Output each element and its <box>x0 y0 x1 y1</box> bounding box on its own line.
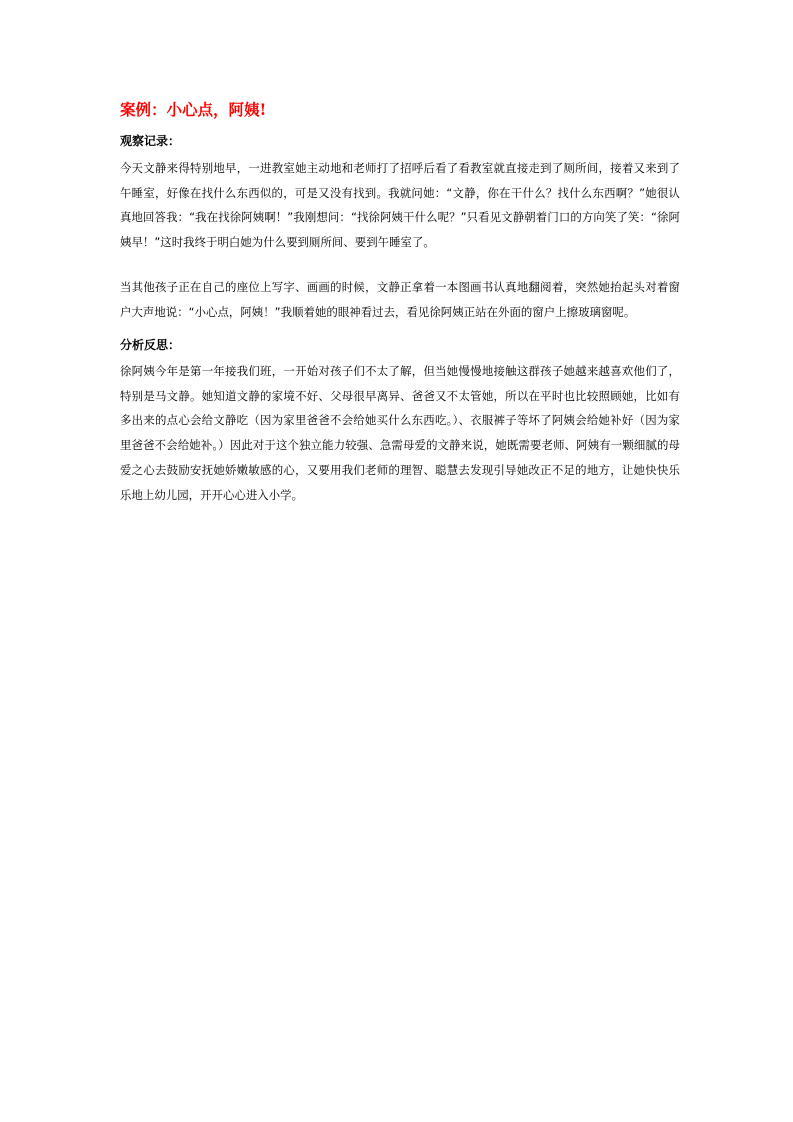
case-title: 案例：小心点，阿姨! <box>120 100 267 119</box>
analysis-paragraph: 徐阿姨今年是第一年接我们班，一开始对孩子们不太了解，但当她慢慢地接触这群孩子她越来越喜欢他们了，特别是马文静。她知道文静的家境不好、父母很早离异、爸爸又不太管她，所以在平时也比较照顾她，比如有多出来的点心会给文静吃（因为家里爸爸不会给她买什么东西吃。）、衣服裤子等坏了阿姨会给她补好（因为家里爸爸不会给她补。）因此对于这个独立能力较强、急需母爱的文静来说，她既需要老师、阿姨有一颗细腻的母爱之心去鼓励安抚她娇嫩敏感的心，又要用我们老师的理智、聪慧去发现引导她改正不足的地方，让她快快乐乐地上幼儿园，开开心心进入小学。 <box>120 364 680 502</box>
observation-heading: 观察记录： <box>120 134 181 148</box>
observation-paragraph-2: 当其他孩子正在自己的座位上写字、画画的时候，文静正拿着一本图画书认真地翻阅着，突然她抬起头对着窗户大声地说：“小心点，阿姨！”我顺着她的眼神看过去，看见徐阿姨正站在外面的窗户上擦玻璃窗呢。 <box>120 280 680 319</box>
analysis-heading: 分析反思： <box>120 338 181 352</box>
observation-paragraph-1: 今天文静来得特别地早，一进教室她主动地和老师打了招呼后看了看教室就直接走到了厕所间，接着又来到了午睡室，好像在找什么东西似的，可是又没有找到。我就问她：“文静，你在干什么？找什么东西啊？”她很认真地回答我：“我在找徐阿姨啊！”我刚想问：“找徐阿姨干什么呢？”只看见文静朝着门口的方向笑了笑：“徐阿姨早！”这时我终于明白她为什么要到厕所间、要到午睡室了。 <box>120 161 680 250</box>
